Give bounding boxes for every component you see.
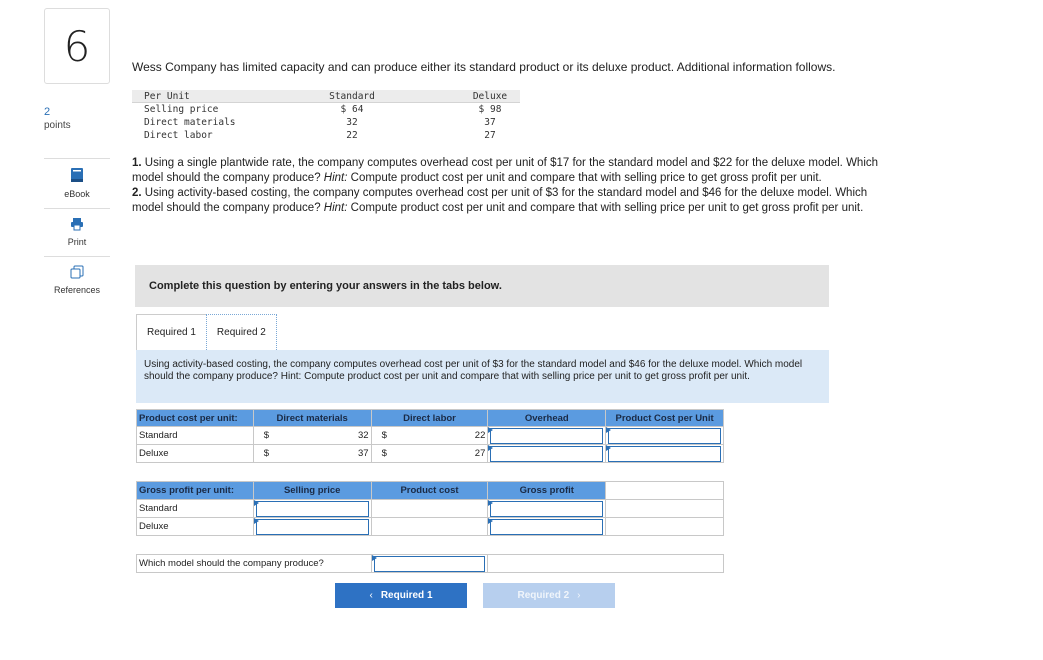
input-marker-icon [254,518,259,524]
book-icon [44,167,110,185]
cost-deluxe [371,518,488,536]
price-standard-input[interactable] [253,500,371,518]
currency-symbol: $ [381,448,387,459]
input-marker-icon [488,500,493,506]
intro-text: Wess Company has limited capacity and can produce either its standard product or its deluxe product. Additional information follows. [132,60,836,74]
part-2-hint-label: Hint: [323,202,348,214]
gross-standard-field[interactable] [490,501,603,517]
price-deluxe-field[interactable] [256,519,369,535]
part-1-number: 1. [132,157,142,169]
input-marker-icon [488,427,493,433]
input-marker-icon [488,445,493,451]
print-link[interactable] [44,208,110,258]
part-1-text: Using a single plantwide rate, the company computes overhead cost per unit of $17 for the standard model and $22 for the deluxe model. Which model should the company produce? [132,157,879,184]
total-standard-field[interactable] [608,428,721,444]
info-header-label: Per Unit [144,90,190,102]
profit-header-label: Gross profit per unit: [137,482,254,500]
currency-symbol: $ [263,430,270,441]
instruction-banner: Complete this question by entering your answers in the tabs below. [135,265,829,307]
price-standard-field[interactable] [256,501,369,517]
empty-cell [606,518,724,536]
input-marker-icon [372,555,377,561]
dl-standard [371,427,488,445]
overhead-deluxe-field[interactable] [490,446,603,462]
info-standard-value: 32 [346,117,358,128]
info-row-label: Direct labor [144,130,213,141]
overhead-standard-field[interactable] [490,428,603,444]
info-deluxe-value: 37 [484,117,496,128]
row-label-deluxe: Deluxe [137,445,254,463]
answer-table [136,409,724,573]
references-icon [44,265,110,281]
cost-header-label: Product cost per unit: [137,410,254,427]
cost-header-total: Product Cost per Unit [606,410,724,427]
cost-header-dl: Direct labor [371,410,488,427]
info-row [132,129,520,142]
info-deluxe-value: 27 [484,130,496,141]
print-label: Print [67,237,87,247]
input-marker-icon [606,427,611,433]
dm-standard [253,427,371,445]
question-part-1 [132,156,892,186]
printer-icon [44,217,110,233]
cost-header-dm: Direct materials [253,410,371,427]
references-link[interactable] [44,256,110,306]
which-model-field[interactable] [374,556,486,572]
input-marker-icon [606,445,611,451]
dl-value: 27 [474,448,486,459]
info-row [132,116,520,129]
input-marker-icon [254,500,259,506]
total-standard-input[interactable] [606,427,724,445]
chevron-right-icon: › [577,590,581,601]
currency-symbol: $ [381,430,387,441]
part-2-hint: Compute product cost per unit and compare that with selling price per unit to get gross profit per unit. [347,202,864,214]
cost-header-overhead: Overhead [488,410,606,427]
points-block [44,106,71,132]
part-1-hint: Compute product cost per unit and compare that with selling price to get gross profit per unit. [347,172,822,184]
row-label-deluxe: Deluxe [137,518,254,536]
info-row [132,103,520,116]
info-deluxe-value: $ 98 [478,104,502,115]
which-model-input[interactable] [371,555,488,573]
part-1-hint-label: Hint: [323,172,348,184]
gross-standard-input[interactable] [488,500,606,518]
info-row-label: Selling price [144,104,219,115]
info-table-header [132,90,520,103]
table-row [137,555,724,573]
info-row-label: Direct materials [144,117,236,128]
empty-cell [606,500,724,518]
points-label: points [44,120,71,131]
empty-cell [606,555,724,573]
question-text [132,156,892,216]
profit-header-gross: Gross profit [488,482,606,500]
row-label-standard: Standard [137,500,254,518]
table-row [137,445,724,463]
cost-standard [371,500,488,518]
which-model-label: Which model should the company produce? [137,555,372,573]
question-part-2 [132,186,892,216]
question-number: 6 [44,8,110,84]
info-standard-value: 22 [346,130,358,141]
next-required-2-button[interactable] [483,583,615,608]
part-2-text: Using activity-based costing, the company computes overhead cost per unit of $3 for the standard model and $46 for the deluxe model. Which model should the company produce? [132,187,868,214]
part-2-number: 2. [132,187,142,199]
overhead-standard-input[interactable] [488,427,606,445]
price-deluxe-input[interactable] [253,518,371,536]
total-deluxe-input[interactable] [606,445,724,463]
empty-cell [488,555,606,573]
tab-required-1[interactable]: Required 1 [136,314,206,350]
chevron-left-icon: ‹ [369,590,373,601]
gross-deluxe-input[interactable] [488,518,606,536]
table-row [137,500,724,518]
profit-header-empty [606,482,724,500]
required-2-prompt: Using activity-based costing, the company computes overhead cost per unit of $3 for the standard model and $46 for the deluxe model. Which model should the company produce? Hint: Compute product cost per unit and compare that with selling price per unit to get gross profit per unit. [136,350,829,403]
dl-deluxe [371,445,488,463]
profit-header-cost: Product cost [371,482,488,500]
input-marker-icon [488,518,493,524]
row-label-standard: Standard [137,427,254,445]
points-value: 2 [44,106,51,118]
table-row [137,427,724,445]
total-deluxe-field[interactable] [608,446,721,462]
tab-required-2[interactable]: Required 2 [206,314,277,350]
tab-bar [136,314,277,350]
info-standard-value: $ 64 [340,104,364,115]
dm-value: 32 [358,430,369,441]
dm-deluxe [253,445,371,463]
ebook-link[interactable] [44,158,110,208]
dm-value: 37 [358,448,369,459]
info-header-deluxe: Deluxe [472,90,508,102]
info-table [132,90,520,142]
prev-required-1-button[interactable] [335,583,467,608]
table-spacer [137,536,724,555]
overhead-deluxe-input[interactable] [488,445,606,463]
profit-header-price: Selling price [253,482,371,500]
table-spacer [137,463,724,482]
next-button-label: Required 2 [517,590,570,601]
gross-deluxe-field[interactable] [490,519,603,535]
dl-value: 22 [474,430,486,441]
table-row [137,518,724,536]
prev-button-label: Required 1 [380,590,433,601]
references-label: References [53,285,101,295]
info-header-standard: Standard [329,90,375,102]
currency-symbol: $ [263,448,270,459]
ebook-label: eBook [64,189,90,199]
